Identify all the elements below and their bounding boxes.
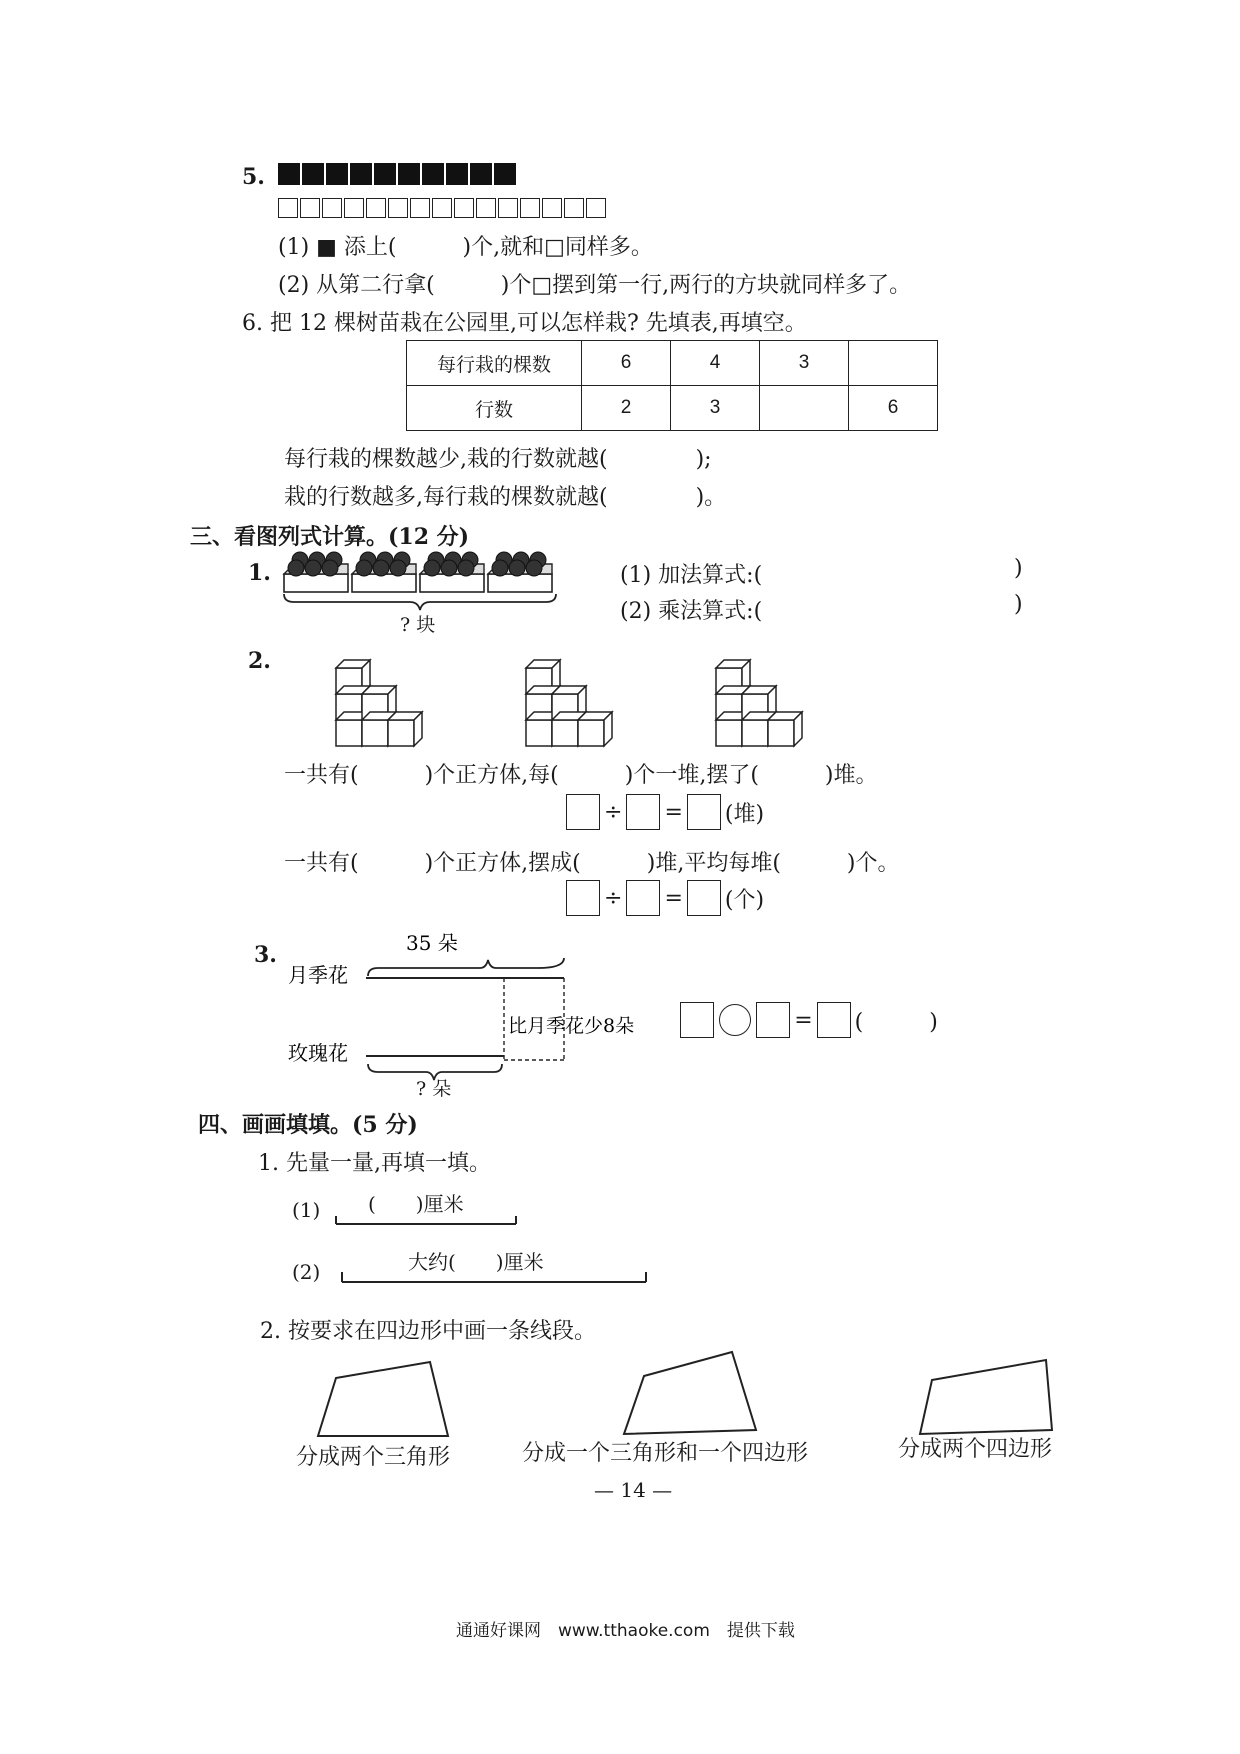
white-square [388,198,408,218]
unit-label: (堆) [724,801,765,827]
answer-box[interactable] [680,1002,714,1038]
quadrilateral-1 [318,1362,448,1436]
addition-formula-label: (1) 加法算式:( [620,563,763,588]
table-cell: 3 [671,386,760,431]
white-square [476,198,496,218]
s3-q1-caption: ? 块 [400,614,436,636]
black-square [326,163,348,185]
q6-fill1: 每行栽的棵数越少,栽的行数就越( ); [284,447,712,472]
white-square [498,198,518,218]
table-cell [849,341,938,386]
black-square [374,163,396,185]
q6-question: 6. 把 12 棵树苗栽在公园里,可以怎样栽? 先填表,再填空。 [242,311,807,336]
divide-sign: ÷ [604,799,623,825]
white-square [564,198,584,218]
black-square [302,163,324,185]
table-cell [760,386,849,431]
black-square [446,163,468,185]
flower-pot [488,552,552,592]
table-cell: 4 [671,341,760,386]
equals-sign: = [664,885,683,911]
table-row [407,386,938,431]
answer-box[interactable] [817,1002,851,1038]
measure1-number: (1) [292,1198,321,1222]
white-square [278,198,298,218]
measure2-number: (2) [292,1260,321,1284]
tree-table [406,340,938,431]
answer-box[interactable] [687,880,721,916]
divide-sign: ÷ [604,885,623,911]
s3-q3-number: 3. [254,942,277,968]
white-square [586,198,606,218]
answer-box[interactable] [687,794,721,830]
footer-download-note: 通通好课网 www.tthaoke.com 提供下载 [456,1621,795,1641]
table-cell: 2 [582,386,671,431]
unknown-label: ? 朵 [416,1078,452,1100]
table-cell: 6 [582,341,671,386]
black-square [470,163,492,185]
white-square [300,198,320,218]
shape2-caption: 分成一个三角形和一个四边形 [522,1441,809,1466]
q6-fill2: 栽的行数越多,每行栽的棵数就越( )。 [284,485,727,510]
flower-pot [352,552,416,592]
table-header-cell: 行数 [407,386,582,431]
multiplication-close-paren: ) [1014,592,1023,617]
rose-label: 玫瑰花 [288,1041,348,1065]
cube [578,712,612,746]
q5-line2: (2) 从第二行拿( )个□摆到第一行,两行的方块就同样多了。 [278,273,912,298]
equals-sign: = [664,799,683,825]
section3-title: 三、看图列式计算。(12 分) [190,524,470,550]
s3-q2-line2: 一共有( )个正方体,摆成( )堆,平均每堆( )个。 [284,851,900,876]
answer-box[interactable] [566,880,600,916]
cube [768,712,802,746]
white-squares-row [278,198,608,218]
shape1-caption: 分成两个三角形 [296,1445,451,1470]
table-header-cell: 每行栽的棵数 [407,341,582,386]
segment-1 [334,1210,520,1230]
segment-2 [340,1266,650,1288]
unit-blank: ( ) [854,1009,938,1035]
division-equation-1 [566,794,768,830]
flower-pot [420,552,484,592]
quadrilateral-2 [624,1352,756,1434]
white-square [454,198,474,218]
white-square [520,198,540,218]
s3-q2-number: 2. [248,648,271,674]
answer-box[interactable] [626,794,660,830]
white-square [432,198,452,218]
white-square [410,198,430,218]
division-equation-2 [566,880,768,916]
measure1-label: ( )厘米 [368,1192,464,1216]
comparison-equation [680,1002,942,1038]
answer-box[interactable] [566,794,600,830]
quadrilateral-3 [920,1360,1052,1434]
cube [388,712,422,746]
s4-q2: 2. 按要求在四边形中画一条线段。 [260,1319,596,1344]
white-square [344,198,364,218]
measure2-label: 大约( )厘米 [408,1250,544,1274]
answer-box[interactable] [756,1002,790,1038]
answer-box[interactable] [626,880,660,916]
q5-line1: (1) ■ 添上( )个,就和□同样多。 [278,235,653,260]
black-square [422,163,444,185]
cube-stacks-illustration [330,636,890,754]
black-square [398,163,420,185]
black-square [494,163,516,185]
white-square [366,198,386,218]
rose-month-label: 月季花 [288,963,348,987]
black-square [278,163,300,185]
total-label: 35 朵 [406,931,458,955]
equals-sign: = [794,1007,813,1033]
operator-circle[interactable] [719,1004,751,1036]
section4-title: 四、画画填填。(5 分) [198,1112,418,1138]
s3-q2-line1: 一共有( )个正方体,每( )个一堆,摆了( )堆。 [284,763,878,788]
addition-close-paren: ) [1014,556,1023,581]
multiplication-formula-label: (2) 乘法算式:( [620,599,763,624]
q5-number: 5. [242,164,265,190]
unit-label: (个) [724,887,765,913]
s4-q1: 1. 先量一量,再填一填。 [258,1151,491,1176]
table-cell: 6 [849,386,938,431]
black-squares-row [278,163,518,185]
shape3-caption: 分成两个四边形 [898,1437,1053,1462]
white-square [542,198,562,218]
white-square [322,198,342,218]
page-number: — 14 — [594,1478,673,1502]
flower-comparison-diagram [280,930,680,1090]
less-label: 比月季花少8朵 [508,1015,635,1037]
table-cell: 3 [760,341,849,386]
table-row [407,341,938,386]
flower-pot [284,552,348,592]
black-square [350,163,372,185]
s3-q1-number: 1. [248,560,271,586]
